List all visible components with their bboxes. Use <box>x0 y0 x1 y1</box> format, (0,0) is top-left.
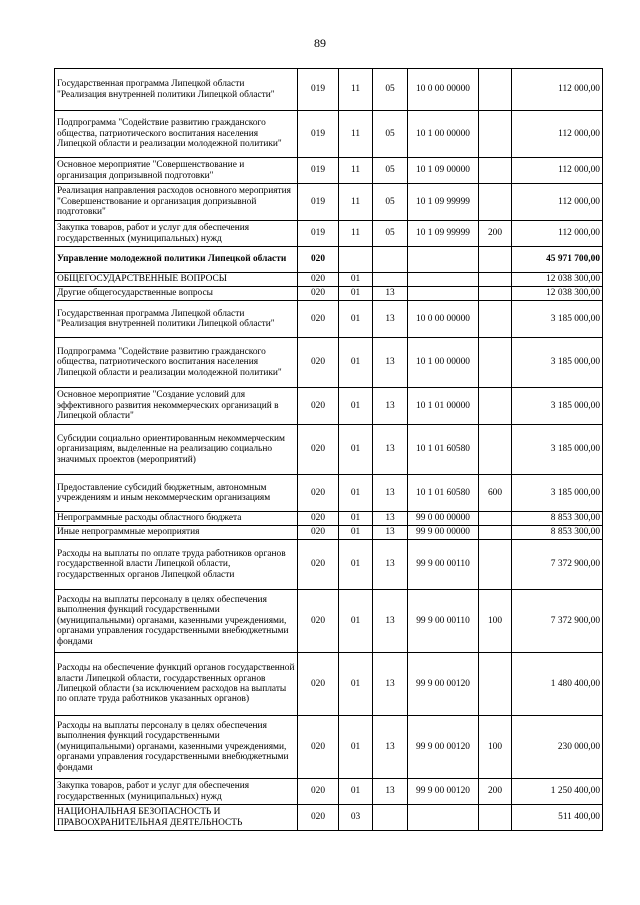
row-name: Подпрограмма "Содействие развитию гражданского общества, патриотического воспитания населения Липецкой области и реализации молодежной политики" <box>55 111 298 158</box>
row-amount: 112 000,00 <box>512 158 603 184</box>
row-name: ОБЩЕГОСУДАРСТВЕННЫЕ ВОПРОСЫ <box>55 273 298 287</box>
row-section-code: 03 <box>339 805 373 831</box>
row-amount: 8 853 300,00 <box>512 526 603 540</box>
row-subsection-code: 05 <box>373 69 408 111</box>
row-target-article: 10 1 01 60580 <box>408 425 479 475</box>
row-section-code: 01 <box>339 526 373 540</box>
row-target-article: 10 1 00 00000 <box>408 111 479 158</box>
row-target-article: 99 9 00 00110 <box>408 590 479 653</box>
row-section-code: 01 <box>339 512 373 526</box>
row-admin-code: 020 <box>298 287 339 301</box>
row-subsection-code: 13 <box>373 512 408 526</box>
row-section-code: 01 <box>339 590 373 653</box>
row-name: Предоставление субсидий бюджетным, автономным учреждениям и иным некоммерческим организациям <box>55 475 298 512</box>
row-expense-type <box>479 273 512 287</box>
row-amount: 1 480 400,00 <box>512 653 603 716</box>
row-amount: 7 372 900,00 <box>512 540 603 590</box>
row-name: Государственная программа Липецкой области "Реализация внутренней политики Липецкой области" <box>55 301 298 338</box>
row-expense-type <box>479 287 512 301</box>
row-subsection-code: 05 <box>373 184 408 221</box>
row-name: Государственная программа Липецкой области "Реализация внутренней политики Липецкой области" <box>55 69 298 111</box>
row-section-code: 01 <box>339 273 373 287</box>
row-name: Расходы на выплаты персоналу в целях обеспечения выполнения функций государственными (муниципальными) органами, казенными учреждениями, органами управления государственными внебюджетными фондами <box>55 590 298 653</box>
row-section-code: 11 <box>339 111 373 158</box>
row-amount: 1 250 400,00 <box>512 779 603 805</box>
row-section-code: 01 <box>339 475 373 512</box>
row-admin-code: 019 <box>298 111 339 158</box>
row-expense-type <box>479 338 512 388</box>
table-row <box>55 805 603 831</box>
row-expense-type <box>479 388 512 425</box>
table-row <box>55 590 603 653</box>
row-amount: 3 185 000,00 <box>512 301 603 338</box>
row-subsection-code: 05 <box>373 158 408 184</box>
table-row <box>55 388 603 425</box>
row-admin-code: 019 <box>298 184 339 221</box>
row-target-article: 10 1 01 60580 <box>408 475 479 512</box>
row-target-article: 99 9 00 00120 <box>408 779 479 805</box>
row-subsection-code: 05 <box>373 221 408 247</box>
row-admin-code: 020 <box>298 590 339 653</box>
row-subsection-code <box>373 805 408 831</box>
row-name: Субсидии социально ориентированным некоммерческим организациям, выделенные на реализацию социально значимых проектов (мероприятий) <box>55 425 298 475</box>
row-admin-code: 019 <box>298 158 339 184</box>
table-row <box>55 247 603 273</box>
row-target-article: 99 9 00 00000 <box>408 526 479 540</box>
row-expense-type: 600 <box>479 475 512 512</box>
table-row <box>55 526 603 540</box>
row-section-code: 11 <box>339 221 373 247</box>
row-expense-type <box>479 247 512 273</box>
row-subsection-code: 13 <box>373 653 408 716</box>
row-amount: 112 000,00 <box>512 221 603 247</box>
row-amount: 7 372 900,00 <box>512 590 603 653</box>
row-admin-code: 020 <box>298 653 339 716</box>
table-row <box>55 184 603 221</box>
table-row <box>55 779 603 805</box>
page-number: 89 <box>314 36 326 50</box>
row-name: Иные непрограммные мероприятия <box>55 526 298 540</box>
row-target-article: 99 0 00 00000 <box>408 512 479 526</box>
row-admin-code: 020 <box>298 540 339 590</box>
row-expense-type: 200 <box>479 221 512 247</box>
row-admin-code: 020 <box>298 273 339 287</box>
row-section-code: 01 <box>339 540 373 590</box>
row-name: Управление молодежной политики Липецкой области <box>55 247 298 273</box>
row-target-article: 10 1 09 00000 <box>408 158 479 184</box>
row-subsection-code: 13 <box>373 475 408 512</box>
row-section-code: 01 <box>339 653 373 716</box>
row-target-article: 10 1 09 99999 <box>408 221 479 247</box>
row-target-article: 99 9 00 00110 <box>408 540 479 590</box>
row-admin-code: 020 <box>298 425 339 475</box>
table-row <box>55 540 603 590</box>
row-admin-code: 020 <box>298 526 339 540</box>
row-section-code: 01 <box>339 779 373 805</box>
row-admin-code: 020 <box>298 805 339 831</box>
row-admin-code: 020 <box>298 475 339 512</box>
row-amount: 3 185 000,00 <box>512 388 603 425</box>
table-row <box>55 221 603 247</box>
row-admin-code: 020 <box>298 512 339 526</box>
table-row <box>55 273 603 287</box>
row-section-code <box>339 247 373 273</box>
row-amount: 112 000,00 <box>512 69 603 111</box>
row-target-article: 10 1 00 00000 <box>408 338 479 388</box>
row-target-article: 10 0 00 00000 <box>408 301 479 338</box>
row-name: Закупка товаров, работ и услуг для обеспечения государственных (муниципальных) нужд <box>55 779 298 805</box>
row-name: Закупка товаров, работ и услуг для обеспечения государственных (муниципальных) нужд <box>55 221 298 247</box>
row-admin-code: 019 <box>298 69 339 111</box>
row-subsection-code <box>373 247 408 273</box>
row-target-article: 99 9 00 00120 <box>408 716 479 779</box>
row-subsection-code: 13 <box>373 301 408 338</box>
row-section-code: 01 <box>339 388 373 425</box>
row-target-article: 10 1 09 99999 <box>408 184 479 221</box>
row-amount: 112 000,00 <box>512 111 603 158</box>
row-admin-code: 020 <box>298 716 339 779</box>
row-admin-code: 020 <box>298 247 339 273</box>
row-subsection-code: 13 <box>373 338 408 388</box>
row-section-code: 01 <box>339 716 373 779</box>
row-amount: 3 185 000,00 <box>512 338 603 388</box>
row-expense-type <box>479 425 512 475</box>
table-row <box>55 338 603 388</box>
table-row <box>55 287 603 301</box>
row-amount: 12 038 300,00 <box>512 287 603 301</box>
row-expense-type <box>479 526 512 540</box>
row-expense-type <box>479 301 512 338</box>
table-row <box>55 111 603 158</box>
row-section-code: 01 <box>339 301 373 338</box>
row-admin-code: 020 <box>298 388 339 425</box>
row-subsection-code: 13 <box>373 425 408 475</box>
row-subsection-code: 13 <box>373 540 408 590</box>
row-subsection-code: 13 <box>373 388 408 425</box>
row-expense-type <box>479 653 512 716</box>
row-expense-type <box>479 111 512 158</box>
row-amount: 8 853 300,00 <box>512 512 603 526</box>
row-expense-type <box>479 805 512 831</box>
row-name: Расходы на выплаты персоналу в целях обеспечения выполнения функций государственными (муниципальными) органами, казенными учреждениями, органами управления государственными внебюджетными фондами <box>55 716 298 779</box>
row-admin-code: 020 <box>298 338 339 388</box>
row-target-article <box>408 287 479 301</box>
row-subsection-code: 05 <box>373 111 408 158</box>
row-target-article: 99 9 00 00120 <box>408 653 479 716</box>
row-amount: 3 185 000,00 <box>512 425 603 475</box>
table-row <box>55 158 603 184</box>
row-subsection-code: 13 <box>373 526 408 540</box>
table-row <box>55 301 603 338</box>
row-expense-type <box>479 540 512 590</box>
row-section-code: 01 <box>339 287 373 301</box>
row-amount: 12 038 300,00 <box>512 273 603 287</box>
row-name: Непрограммные расходы областного бюджета <box>55 512 298 526</box>
row-subsection-code <box>373 273 408 287</box>
table-row <box>55 512 603 526</box>
row-amount: 3 185 000,00 <box>512 475 603 512</box>
row-expense-type <box>479 512 512 526</box>
row-name: Другие общегосударственные вопросы <box>55 287 298 301</box>
table-row <box>55 653 603 716</box>
row-section-code: 01 <box>339 338 373 388</box>
row-name: Подпрограмма "Содействие развитию гражданского общества, патриотического воспитания населения Липецкой области и реализации молодежной политики" <box>55 338 298 388</box>
row-name: Реализация направления расходов основного мероприятия "Совершенствование и организация допризывной подготовки" <box>55 184 298 221</box>
row-expense-type: 200 <box>479 779 512 805</box>
row-target-article <box>408 805 479 831</box>
row-target-article <box>408 273 479 287</box>
row-expense-type <box>479 158 512 184</box>
row-expense-type: 100 <box>479 590 512 653</box>
row-expense-type <box>479 69 512 111</box>
table-row <box>55 69 603 111</box>
row-amount: 511 400,00 <box>512 805 603 831</box>
row-admin-code: 020 <box>298 301 339 338</box>
row-section-code: 11 <box>339 158 373 184</box>
row-expense-type: 100 <box>479 716 512 779</box>
table-row <box>55 716 603 779</box>
row-name: Расходы на обеспечение функций органов государственной власти Липецкой области, государственных органов Липецкой области (за исключением расходов на выплаты по оплате труда работников указанных органов) <box>55 653 298 716</box>
row-admin-code: 020 <box>298 779 339 805</box>
row-subsection-code: 13 <box>373 716 408 779</box>
table-row <box>55 475 603 512</box>
row-target-article <box>408 247 479 273</box>
row-name: Основное мероприятие "Создание условий для эффективного развития некоммерческих организаций в Липецкой области" <box>55 388 298 425</box>
row-amount: 112 000,00 <box>512 184 603 221</box>
row-admin-code: 019 <box>298 221 339 247</box>
row-name: Основное мероприятие "Совершенствование и организация допризывной подготовки" <box>55 158 298 184</box>
row-name: Расходы на выплаты по оплате труда работников органов государственной власти Липецкой области, государственных органов Липецкой области <box>55 540 298 590</box>
row-amount: 45 971 700,00 <box>512 247 603 273</box>
budget-table <box>54 68 603 831</box>
row-name: НАЦИОНАЛЬНАЯ БЕЗОПАСНОСТЬ И ПРАВООХРАНИТЕЛЬНАЯ ДЕЯТЕЛЬНОСТЬ <box>55 805 298 831</box>
row-section-code: 11 <box>339 69 373 111</box>
row-subsection-code: 13 <box>373 779 408 805</box>
row-subsection-code: 13 <box>373 287 408 301</box>
row-expense-type <box>479 184 512 221</box>
row-section-code: 01 <box>339 425 373 475</box>
row-target-article: 10 0 00 00000 <box>408 69 479 111</box>
row-amount: 230 000,00 <box>512 716 603 779</box>
row-target-article: 10 1 01 00000 <box>408 388 479 425</box>
table-row <box>55 425 603 475</box>
row-section-code: 11 <box>339 184 373 221</box>
row-subsection-code: 13 <box>373 590 408 653</box>
